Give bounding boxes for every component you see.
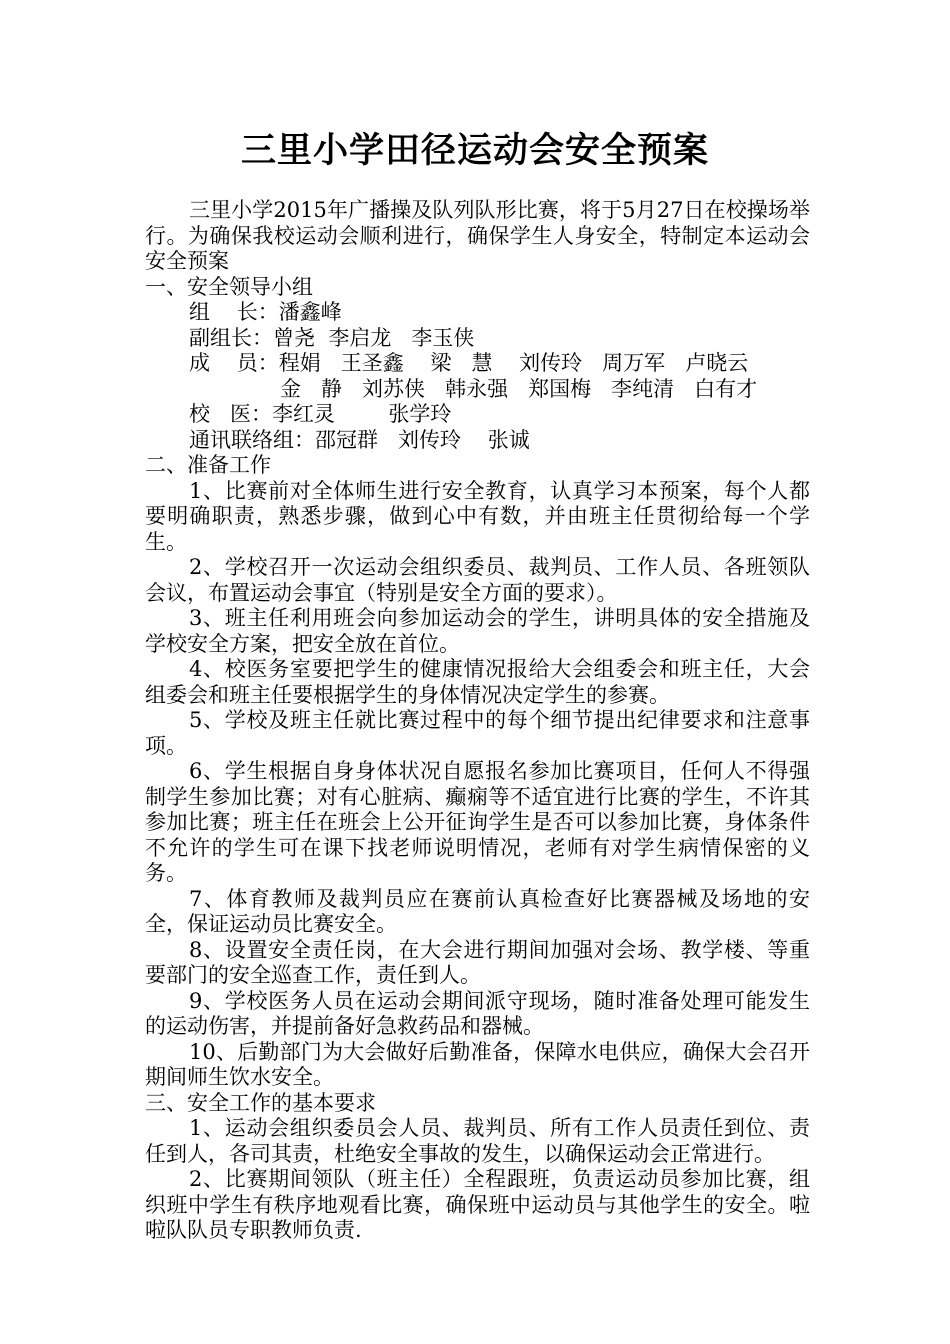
prep-item: 10、后勤部门为大会做好后勤准备，保障水电供应，确保大会召开期间师生饮水安全。 (145, 1039, 810, 1089)
vice-leader-line: 副组长：曾尧 李启龙 李玉侠 (189, 325, 475, 350)
members-line-1: 成 员：程娟 王圣鑫 梁 慧 刘传玲 周万军 卢晓云 (189, 351, 749, 375)
communication-group-line: 通讯联络组：邵冠群 刘传玲 张诚 (189, 427, 530, 452)
prep-item: 1、比赛前对全体师生进行安全教育，认真学习本预案，每个人都要明确职责，熟悉步骤，做到心中有数，并由班主任贯彻给每一个学生。 (145, 478, 810, 554)
prep-item: 8、设置安全责任岗，在大会进行期间加强对会场、教学楼、等重要部门的安全巡查工作，责任到人。 (145, 937, 810, 987)
prep-item: 7、体育教师及裁判员应在赛前认真检查好比赛器械及场地的安全，保证运动员比赛安全。 (145, 886, 810, 936)
prep-item: 4、校医务室要把学生的健康情况报给大会组委会和班主任，大会组委会和班主任要根据学生的身体情况决定学生的参赛。 (145, 657, 810, 707)
prep-item: 6、学生根据自身身体状况自愿报名参加比赛项目，任何人不得强制学生参加比赛；对有心脏病、癫痫等不适宜进行比赛的学生，不许其参加比赛；班主任在班会上公开征询学生是否可以参加比赛，身体条件不允许的学生可在课下找老师说明情况，老师有对学生病情保密的义务。 (145, 759, 810, 885)
section-heading-leadership: 一、安全领导小组 (145, 274, 313, 299)
leader-line: 组 长：潘鑫峰 (189, 300, 342, 324)
requirement-item: 2、比赛期间领队（班主任）全程跟班，负责运动员参加比赛，组织班中学生有秩序地观看比赛，确保班中运动员与其他学生的安全。啦啦队队员专职教师负责. (145, 1167, 810, 1242)
members-line-2: 金 静 刘苏侠 韩永强 郑国梅 李纯清 白有才 (280, 376, 758, 401)
prep-item: 3、班主任利用班会向参加运动会的学生，讲明具体的安全措施及学校安全方案，把安全放在首位。 (145, 606, 810, 656)
school-doctor-line: 校 医：李红灵 张学玲 (189, 402, 452, 426)
section-heading-preparation: 二、准备工作 (145, 453, 271, 477)
requirement-item: 1、运动会组织委员会人员、裁判员、所有工作人员责任到位、责任到人，各司其责，杜绝安全事故的发生，以确保运动会正常进行。 (145, 1116, 810, 1166)
document-title: 三里小学田径运动会安全预案 (240, 130, 709, 171)
intro-paragraph: 三里小学2015年广播操及队列队形比赛，将于5月27日在校操场举行。为确保我校运动会顺利进行，确保学生人身安全，特制定本运动会安全预案 (145, 198, 810, 273)
document-body (145, 198, 810, 1244)
section-heading-requirements: 三、安全工作的基本要求 (145, 1090, 376, 1115)
prep-item: 5、学校及班主任就比赛过程中的每个细节提出纪律要求和注意事项。 (145, 708, 810, 758)
prep-item: 9、学校医务人员在运动会期间派守现场，随时准备处理可能发生的运动伤害，并提前备好急救药品和器械。 (145, 988, 810, 1038)
prep-item: 2、学校召开一次运动会组织委员、裁判员、工作人员、各班领队会议，布置运动会事宜（特别是安全方面的要求）。 (145, 555, 810, 605)
